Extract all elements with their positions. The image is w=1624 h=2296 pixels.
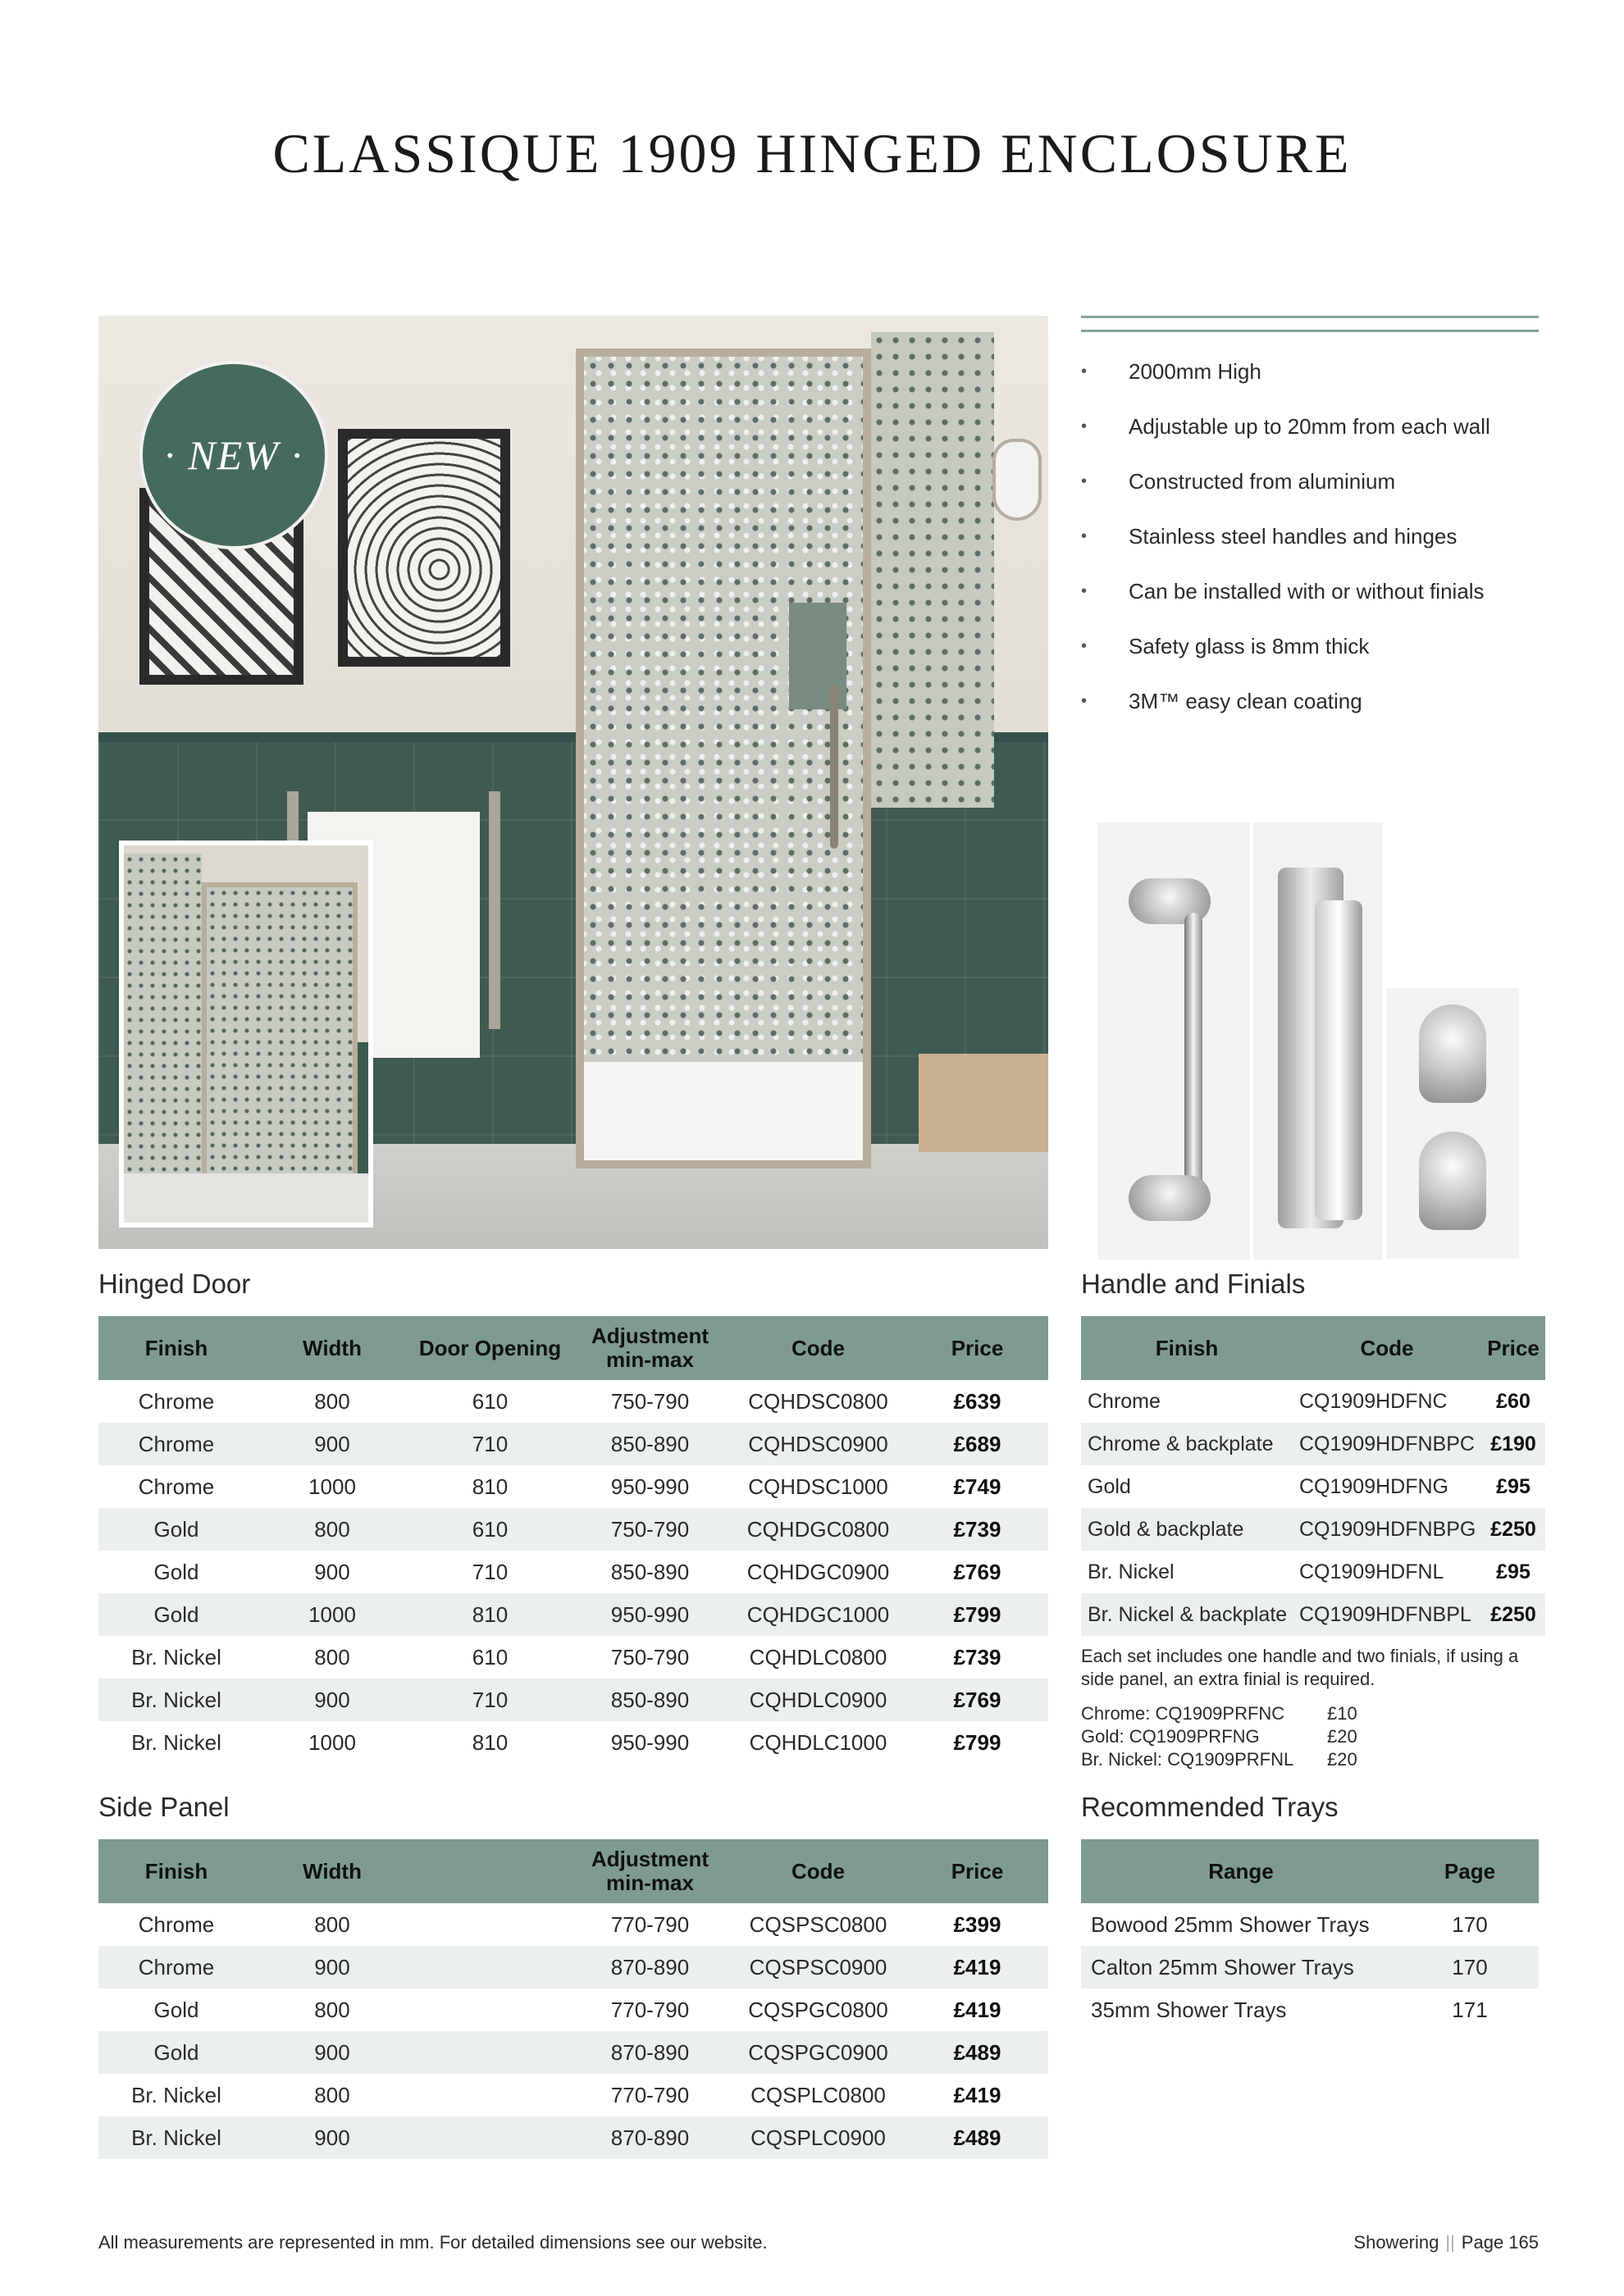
- table-cell: 900: [254, 1946, 410, 1988]
- table-cell: 950-990: [610, 1474, 690, 1499]
- hinged-door-heading: Hinged Door: [98, 1269, 251, 1299]
- table-cell: Br. Nickel: [98, 2116, 254, 2159]
- table-cell: CQ1909HDFNG: [1299, 1474, 1448, 1498]
- footer-note: All measurements are represented in mm. For detailed dimensions see our website.: [98, 2232, 768, 2253]
- table-cell: 710: [410, 1423, 570, 1465]
- table-row: [98, 1465, 1048, 1508]
- column-header: Price: [1481, 1316, 1545, 1380]
- table-cell: £419: [953, 1997, 1001, 2022]
- table-cell: £769: [953, 1559, 1001, 1584]
- table-cell: 870-890: [570, 2116, 730, 2159]
- table-cell: CQ1909HDFNBPL: [1293, 1593, 1481, 1636]
- table-cell: Chrome: [138, 1388, 215, 1414]
- table-cell: 770-790: [610, 2082, 690, 2107]
- table-cell: CQHDLC0900: [730, 1679, 906, 1721]
- table-cell: Br. Nickel: [131, 1644, 221, 1670]
- table-cell: CQHDSC0800: [748, 1388, 888, 1414]
- table-cell: £60: [1496, 1389, 1530, 1413]
- picture-frame-right: [338, 429, 510, 667]
- table-cell: CQSPSC0900: [730, 1946, 906, 1988]
- table-cell: 1000: [308, 1729, 356, 1755]
- feature-item: • Stainless steel handles and hinges: [1081, 524, 1457, 549]
- column-header: Width: [254, 1316, 410, 1380]
- table-row: [98, 2074, 1048, 2116]
- table-cell: 1000: [308, 1474, 356, 1499]
- table-row: [1081, 1946, 1539, 1988]
- inset-side-tiles: [124, 854, 202, 1206]
- table-cell: £739: [953, 1644, 1001, 1670]
- table-cell: 950-990: [570, 1593, 730, 1636]
- table-header-row: [98, 1316, 1048, 1380]
- backplate-handle-product-image: [1253, 822, 1383, 1260]
- table-cell: 810: [410, 1593, 570, 1636]
- table-header-row: [1081, 1316, 1545, 1380]
- table-cell: 800: [314, 1388, 350, 1414]
- column-header: Range: [1081, 1839, 1401, 1903]
- table-header-row: [1081, 1839, 1539, 1903]
- table-row: [98, 1903, 1048, 1946]
- bullet-icon: •: [1081, 527, 1088, 545]
- table-cell: Gold: [153, 1559, 199, 1584]
- table-cell: CQ1909HDFNBPC: [1293, 1423, 1481, 1465]
- table-row: [98, 1679, 1048, 1721]
- table-cell: CQHDGC0800: [730, 1508, 906, 1551]
- table-cell: 610: [472, 1388, 509, 1414]
- table-cell: Br. Nickel: [1088, 1560, 1175, 1583]
- wooden-stool: [919, 1054, 1048, 1152]
- column-header: Code: [1293, 1316, 1481, 1380]
- table-row: [1081, 1380, 1545, 1423]
- column-header: Page: [1401, 1839, 1539, 1903]
- table-cell: 900: [254, 2031, 410, 2074]
- column-header: Price: [906, 1839, 1048, 1903]
- table-cell: £95: [1496, 1560, 1530, 1583]
- table-cell: CQHDGC0900: [746, 1559, 890, 1584]
- table-row: [98, 1380, 1048, 1423]
- table-row: [1081, 1508, 1545, 1551]
- table-cell: 870-890: [570, 2031, 730, 2074]
- table-cell: £769: [906, 1679, 1048, 1721]
- table-cell: Br. Nickel: [131, 2082, 221, 2107]
- table-cell: 800: [314, 1997, 350, 2022]
- table-cell: CQHDSC0900: [730, 1423, 906, 1465]
- column-header: Finish: [98, 1316, 254, 1380]
- table-cell: Chrome: [1088, 1389, 1161, 1413]
- table-cell: CQHDSC1000: [748, 1474, 888, 1499]
- table-cell: 1000: [254, 1593, 410, 1636]
- table-row: [98, 1988, 1048, 2031]
- table-cell: Gold: [153, 1997, 199, 2022]
- column-header: [410, 1839, 570, 1903]
- table-row: [1081, 1903, 1539, 1946]
- column-header: Code: [730, 1839, 906, 1903]
- table-cell: 35mm Shower Trays: [1091, 1997, 1287, 2022]
- table-row: [1081, 1593, 1545, 1636]
- bullet-icon: •: [1081, 637, 1088, 655]
- shower-tray: [584, 1062, 863, 1160]
- table-row: [1081, 1988, 1539, 2031]
- table-cell: 870-890: [570, 1946, 730, 1988]
- footer-separator: ||: [1445, 2232, 1455, 2253]
- table-cell: CQHDLC1000: [749, 1729, 887, 1755]
- table-cell: £799: [906, 1593, 1048, 1636]
- table-cell: 800: [314, 1911, 350, 1937]
- table-row: [98, 1636, 1048, 1679]
- table-cell: Gold: [1088, 1474, 1131, 1498]
- table-cell: Gold: [98, 2031, 254, 2074]
- table-cell: £639: [953, 1388, 1001, 1414]
- table-cell: 850-890: [570, 1679, 730, 1721]
- side-panel-table: [98, 1839, 1048, 2159]
- bullet-icon: •: [1081, 362, 1088, 380]
- table-cell: [410, 1903, 570, 1946]
- table-row: [98, 1508, 1048, 1551]
- table-cell: 810: [472, 1474, 509, 1499]
- table-cell: Gold: [98, 1508, 254, 1551]
- table-cell: CQ1909HDFNC: [1299, 1389, 1448, 1413]
- table-cell: £489: [906, 2116, 1048, 2159]
- table-cell: 800: [314, 2082, 350, 2107]
- new-badge: · NEW ·: [139, 361, 328, 549]
- table-cell: Br. Nickel: [131, 1729, 221, 1755]
- table-cell: 770-790: [610, 1911, 690, 1937]
- table-row: [98, 2116, 1048, 2159]
- table-cell: £489: [906, 2031, 1048, 2074]
- table-cell: £190: [1481, 1423, 1545, 1465]
- column-header: Width: [254, 1839, 410, 1903]
- column-header: Finish: [98, 1839, 254, 1903]
- table-row: [98, 1423, 1048, 1465]
- column-header: Finish: [1081, 1316, 1293, 1380]
- wall-lamp: [992, 439, 1042, 521]
- table-cell: Br. Nickel & backplate: [1081, 1593, 1293, 1636]
- table-cell: £739: [906, 1508, 1048, 1551]
- table-cell: 800: [254, 1508, 410, 1551]
- feature-item: • 3M™ easy clean coating: [1081, 689, 1362, 713]
- feature-list: [1081, 344, 1573, 729]
- table-cell: £250: [1481, 1508, 1545, 1551]
- table-cell: 900: [254, 2116, 410, 2159]
- table-row: [98, 1551, 1048, 1593]
- feature-item: • Adjustable up to 20mm from each wall: [1081, 414, 1490, 439]
- table-cell: CQ1909HDFNBPG: [1293, 1508, 1481, 1551]
- table-cell: £95: [1496, 1474, 1530, 1498]
- handle-product-image: [1097, 822, 1250, 1260]
- table-row: [98, 1593, 1048, 1636]
- table-row: [1081, 1551, 1545, 1593]
- table-cell: 810: [472, 1729, 509, 1755]
- table-cell: CQSPSC0800: [749, 1911, 887, 1937]
- table-cell: 170: [1401, 1946, 1539, 1988]
- column-header: Price: [906, 1316, 1048, 1380]
- handle-finials-heading: Handle and Finials: [1081, 1269, 1306, 1299]
- shower-enclosure: [576, 348, 871, 1168]
- extra-finial-row: Gold: CQ1909PRFNG £20: [1081, 1726, 1357, 1747]
- table-cell: 170: [1452, 1911, 1488, 1937]
- extra-finial-row: Br. Nickel: CQ1909PRFNL £20: [1081, 1749, 1357, 1770]
- side-wall-tiles: [871, 332, 994, 808]
- table-cell: 710: [472, 1559, 509, 1584]
- table-cell: Chrome: [98, 1946, 254, 1988]
- table-cell: £399: [953, 1911, 1001, 1937]
- table-cell: CQHDGC1000: [730, 1593, 906, 1636]
- table-cell: [410, 1946, 570, 1988]
- side-panel-heading: Side Panel: [98, 1792, 230, 1822]
- table-cell: [410, 2031, 570, 2074]
- divider-rule: [1081, 330, 1539, 332]
- table-cell: Chrome & backplate: [1081, 1423, 1293, 1465]
- table-cell: Gold: [98, 1593, 254, 1636]
- table-cell: £419: [953, 2082, 1001, 2107]
- table-row: [98, 1946, 1048, 1988]
- table-cell: CQSPGC0900: [730, 2031, 906, 2074]
- footer-section: Showering: [1353, 2232, 1439, 2253]
- table-row: [1081, 1423, 1545, 1465]
- table-cell: 800: [314, 1644, 350, 1670]
- footer-page-number: Page 165: [1461, 2232, 1539, 2253]
- table-cell: Br. Nickel: [98, 1679, 254, 1721]
- table-header-row: [98, 1839, 1048, 1903]
- table-cell: 850-890: [570, 1423, 730, 1465]
- table-cell: CQHDLC0800: [749, 1644, 887, 1670]
- table-row: [98, 1721, 1048, 1764]
- table-cell: 610: [472, 1644, 509, 1670]
- table-cell: 171: [1452, 1997, 1488, 2022]
- divider-rule: [1081, 316, 1539, 318]
- finials-note: Each set includes one handle and two finials, if using a side panel, an extra finial is required.: [1081, 1646, 1519, 1689]
- table-cell: 900: [254, 1679, 410, 1721]
- bullet-icon: •: [1081, 417, 1088, 435]
- table-cell: £419: [906, 1946, 1048, 1988]
- table-cell: £689: [906, 1423, 1048, 1465]
- handle-finials-table: [1081, 1316, 1545, 1636]
- recommended-trays-heading: Recommended Trays: [1081, 1792, 1339, 1822]
- table-cell: £799: [953, 1729, 1001, 1755]
- inset-floor: [124, 1173, 368, 1223]
- table-cell: 950-990: [610, 1729, 690, 1755]
- table-cell: CQSPLC0900: [730, 2116, 906, 2159]
- door-handle: [830, 685, 838, 849]
- recommended-trays-table: [1081, 1839, 1539, 2031]
- table-cell: 710: [410, 1679, 570, 1721]
- extra-finials-list: [1081, 1702, 1357, 1771]
- table-cell: [410, 1988, 570, 2031]
- table-cell: 900: [314, 1559, 350, 1584]
- column-header: Adjustment min-max: [570, 1839, 730, 1903]
- bullet-icon: •: [1081, 692, 1088, 710]
- column-header: Adjustment min-max: [570, 1316, 730, 1380]
- table-row: [1081, 1465, 1545, 1508]
- table-cell: 750-790: [610, 1644, 690, 1670]
- table-cell: [410, 2116, 570, 2159]
- feature-item: • Constructed from aluminium: [1081, 469, 1396, 494]
- footer-page-info: [1353, 2232, 1539, 2253]
- inset-enclosure: [202, 882, 358, 1206]
- table-cell: CQSPGC0800: [748, 1997, 888, 2022]
- table-cell: CQ1909HDFNL: [1299, 1560, 1444, 1583]
- table-row: [98, 2031, 1048, 2074]
- table-cell: Chrome: [138, 1911, 215, 1937]
- table-cell: Bowood 25mm Shower Trays: [1091, 1911, 1370, 1937]
- table-cell: 850-890: [610, 1559, 690, 1584]
- feature-item: • 2000mm High: [1081, 359, 1261, 384]
- table-cell: 770-790: [610, 1997, 690, 2022]
- table-cell: 900: [254, 1423, 410, 1465]
- table-cell: [410, 2074, 570, 2116]
- page-title: CLASSIQUE 1909 HINGED ENCLOSURE: [272, 122, 1352, 184]
- table-cell: £250: [1481, 1593, 1545, 1636]
- feature-item: • Can be installed with or without finials: [1081, 579, 1485, 604]
- bullet-icon: •: [1081, 472, 1088, 490]
- extra-finial-row: Chrome: CQ1909PRFNC £10: [1081, 1703, 1357, 1724]
- table-cell: CQSPLC0800: [750, 2082, 886, 2107]
- hinged-door-table: [98, 1316, 1048, 1764]
- inset-photo: [119, 840, 373, 1228]
- table-cell: Calton 25mm Shower Trays: [1081, 1946, 1401, 1988]
- table-cell: £749: [953, 1474, 1001, 1499]
- table-cell: Chrome: [138, 1474, 215, 1499]
- table-cell: Gold & backplate: [1081, 1508, 1293, 1551]
- feature-item: • Safety glass is 8mm thick: [1081, 634, 1370, 658]
- table-cell: Chrome: [98, 1423, 254, 1465]
- table-cell: 610: [410, 1508, 570, 1551]
- table-cell: 750-790: [610, 1388, 690, 1414]
- column-header: Code: [730, 1316, 906, 1380]
- bullet-icon: •: [1081, 582, 1088, 600]
- finials-product-image: [1386, 988, 1519, 1259]
- column-header: Door Opening: [410, 1316, 570, 1380]
- table-cell: 750-790: [570, 1508, 730, 1551]
